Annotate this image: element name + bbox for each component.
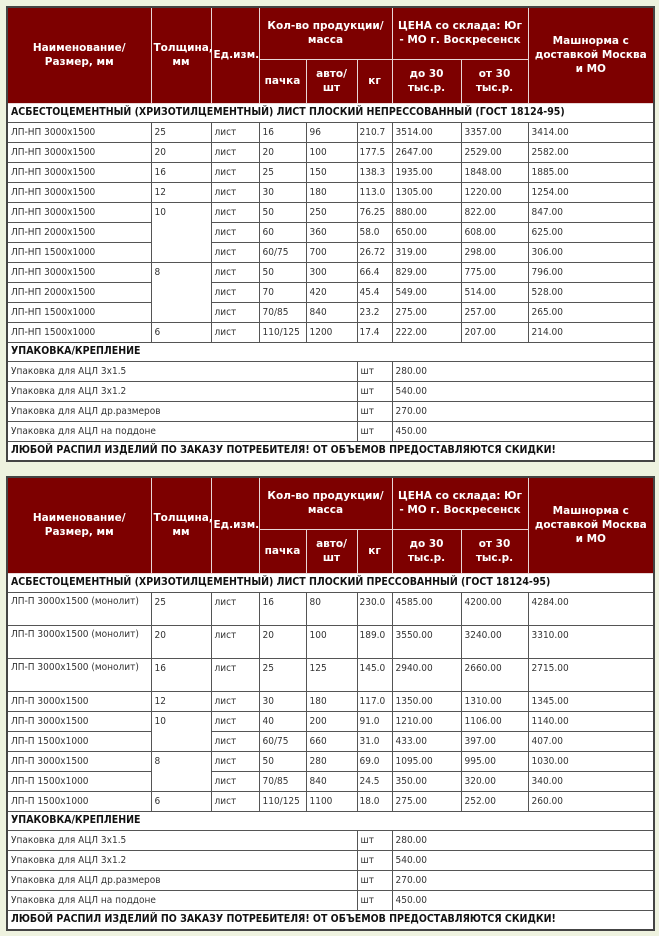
cell-name: ЛП-П 3000x1500 (монолит) <box>7 658 151 691</box>
cell-auto: 250 <box>306 202 357 222</box>
col-header-pack: пачка <box>259 529 306 573</box>
cell-price-under-30: 549.00 <box>392 282 461 302</box>
cell-delivery: 2715.00 <box>528 658 654 691</box>
cell-unit: лист <box>211 262 259 282</box>
cell-delivery: 1254.00 <box>528 182 654 202</box>
cell-auto: 125 <box>306 658 357 691</box>
packaging-name: Упаковка для АЦЛ др.размеров <box>7 401 357 421</box>
cell-price-under-30: 275.00 <box>392 791 461 811</box>
cell-kg: 177.5 <box>357 142 392 162</box>
cell-name: ЛП-НП 1500x1000 <box>7 242 151 262</box>
col-header-name: Наименование/Размер, мм <box>7 7 151 103</box>
col-header-kg: кг <box>357 529 392 573</box>
cell-price-over-30: 252.00 <box>461 791 528 811</box>
cell-kg: 17.4 <box>357 322 392 342</box>
cell-kg: 66.4 <box>357 262 392 282</box>
cell-auto: 100 <box>306 625 357 658</box>
cell-pack: 70/85 <box>259 771 306 791</box>
cell-price-under-30: 275.00 <box>392 302 461 322</box>
cell-unit: лист <box>211 202 259 222</box>
cell-price-over-30: 207.00 <box>461 322 528 342</box>
packaging-row <box>7 381 654 401</box>
cell-pack: 50 <box>259 202 306 222</box>
packaging-unit: шт <box>357 361 392 381</box>
col-header-price-under-30: до 30 тыс.р. <box>392 529 461 573</box>
packaging-unit: шт <box>357 890 392 910</box>
packaging-unit: шт <box>357 850 392 870</box>
packaging-price: 540.00 <box>392 850 654 870</box>
section-title: АСБЕСТОЦЕМЕНТНЫЙ (ХРИЗОТИЛЦЕМЕНТНЫЙ) ЛИСТ ПЛОСКИЙ НЕПРЕССОВАННЫЙ (ГОСТ 18124-95) <box>7 103 654 122</box>
cell-thickness: 6 <box>151 322 211 342</box>
cell-kg: 230.0 <box>357 592 392 625</box>
cell-price-over-30: 775.00 <box>461 262 528 282</box>
packaging-name: Упаковка для АЦЛ на поддоне <box>7 890 357 910</box>
packaging-price: 450.00 <box>392 421 654 441</box>
cell-price-over-30: 2660.00 <box>461 658 528 691</box>
cell-price-over-30: 3357.00 <box>461 122 528 142</box>
cell-name: ЛП-НП 2000x1500 <box>7 222 151 242</box>
packaging-price: 450.00 <box>392 890 654 910</box>
table-row <box>7 322 654 342</box>
cell-price-over-30: 1220.00 <box>461 182 528 202</box>
table-row <box>7 751 654 771</box>
cell-price-under-30: 222.00 <box>392 322 461 342</box>
col-header-price-group: ЦЕНА со склада: Юг - МО г. Воскресенск <box>392 7 528 59</box>
table-row <box>7 711 654 731</box>
cell-price-over-30: 1848.00 <box>461 162 528 182</box>
table-row <box>7 592 654 625</box>
cell-pack: 110/125 <box>259 791 306 811</box>
table-row <box>7 222 654 242</box>
cell-price-under-30: 3550.00 <box>392 625 461 658</box>
cell-name: ЛП-НП 3000x1500 <box>7 162 151 182</box>
cell-name: ЛП-П 3000x1500 (монолит) <box>7 625 151 658</box>
packaging-name: Упаковка для АЦЛ 3x1.5 <box>7 830 357 850</box>
cell-pack: 16 <box>259 122 306 142</box>
cell-auto: 840 <box>306 771 357 791</box>
cell-auto: 660 <box>306 731 357 751</box>
cell-kg: 138.3 <box>357 162 392 182</box>
cell-unit: лист <box>211 791 259 811</box>
cell-auto: 1200 <box>306 322 357 342</box>
col-header-quantity-group: Кол-во продукции/масса <box>259 7 392 59</box>
col-header-auto: авто/шт <box>306 59 357 103</box>
footer-note: ЛЮБОЙ РАСПИЛ ИЗДЕЛИЙ ПО ЗАКАЗУ ПОТРЕБИТЕЛЯ! ОТ ОБЪЕМОВ ПРЕДОСТАВЛЯЮТСЯ СКИДКИ! <box>7 910 654 930</box>
cell-thickness: 10 <box>151 711 211 751</box>
cell-thickness: 20 <box>151 625 211 658</box>
cell-thickness: 25 <box>151 592 211 625</box>
cell-delivery: 1345.00 <box>528 691 654 711</box>
table-row <box>7 771 654 791</box>
cell-name: ЛП-НП 1500x1000 <box>7 302 151 322</box>
cell-kg: 145.0 <box>357 658 392 691</box>
cell-auto: 96 <box>306 122 357 142</box>
cell-unit: лист <box>211 282 259 302</box>
cell-auto: 150 <box>306 162 357 182</box>
col-header-price-over-30: от 30 тыс.р. <box>461 59 528 103</box>
cell-kg: 76.25 <box>357 202 392 222</box>
cell-auto: 180 <box>306 182 357 202</box>
cell-kg: 18.0 <box>357 791 392 811</box>
cell-kg: 31.0 <box>357 731 392 751</box>
table-row <box>7 242 654 262</box>
cell-auto: 280 <box>306 751 357 771</box>
price-table <box>6 6 655 462</box>
packaging-unit: шт <box>357 870 392 890</box>
cell-unit: лист <box>211 222 259 242</box>
cell-thickness: 16 <box>151 658 211 691</box>
packaging-name: Упаковка для АЦЛ 3x1.2 <box>7 381 357 401</box>
cell-delivery: 625.00 <box>528 222 654 242</box>
cell-unit: лист <box>211 182 259 202</box>
col-header-auto: авто/шт <box>306 529 357 573</box>
packaging-name: Упаковка для АЦЛ др.размеров <box>7 870 357 890</box>
cell-name: ЛП-НП 3000x1500 <box>7 142 151 162</box>
cell-price-over-30: 3240.00 <box>461 625 528 658</box>
cell-price-over-30: 397.00 <box>461 731 528 751</box>
packaging-unit: шт <box>357 381 392 401</box>
cell-delivery: 1140.00 <box>528 711 654 731</box>
cell-delivery: 528.00 <box>528 282 654 302</box>
cell-price-under-30: 350.00 <box>392 771 461 791</box>
cell-pack: 25 <box>259 658 306 691</box>
cell-unit: лист <box>211 691 259 711</box>
cell-pack: 70/85 <box>259 302 306 322</box>
packaging-price: 270.00 <box>392 401 654 421</box>
cell-price-over-30: 1310.00 <box>461 691 528 711</box>
cell-auto: 300 <box>306 262 357 282</box>
packaging-section-title: УПАКОВКА/КРЕПЛЕНИЕ <box>7 342 654 361</box>
cell-price-over-30: 514.00 <box>461 282 528 302</box>
packaging-row <box>7 361 654 381</box>
col-header-thickness: Толщина, мм <box>151 7 211 103</box>
cell-delivery: 4284.00 <box>528 592 654 625</box>
cell-thickness: 6 <box>151 791 211 811</box>
cell-name: ЛП-НП 3000x1500 <box>7 182 151 202</box>
cell-unit: лист <box>211 625 259 658</box>
cell-pack: 60/75 <box>259 731 306 751</box>
footer-note: ЛЮБОЙ РАСПИЛ ИЗДЕЛИЙ ПО ЗАКАЗУ ПОТРЕБИТЕЛЯ! ОТ ОБЪЕМОВ ПРЕДОСТАВЛЯЮТСЯ СКИДКИ! <box>7 441 654 461</box>
col-header-price-group: ЦЕНА со склада: Юг - МО г. Воскресенск <box>392 477 528 529</box>
cell-delivery: 2582.00 <box>528 142 654 162</box>
col-header-delivery: Машнорма с доставкой Москва и МО <box>528 7 654 103</box>
cell-pack: 20 <box>259 142 306 162</box>
cell-delivery: 847.00 <box>528 202 654 222</box>
col-header-price-under-30: до 30 тыс.р. <box>392 59 461 103</box>
table-header <box>7 477 654 573</box>
price-table-non-pressed <box>6 6 653 462</box>
cell-name: ЛП-НП 3000x1500 <box>7 262 151 282</box>
packaging-price: 280.00 <box>392 830 654 850</box>
cell-pack: 50 <box>259 751 306 771</box>
cell-price-over-30: 995.00 <box>461 751 528 771</box>
cell-price-over-30: 320.00 <box>461 771 528 791</box>
cell-pack: 30 <box>259 182 306 202</box>
cell-unit: лист <box>211 302 259 322</box>
cell-price-under-30: 1350.00 <box>392 691 461 711</box>
packaging-row <box>7 850 654 870</box>
packaging-name: Упаковка для АЦЛ 3x1.2 <box>7 850 357 870</box>
cell-pack: 60 <box>259 222 306 242</box>
cell-auto: 100 <box>306 142 357 162</box>
cell-pack: 110/125 <box>259 322 306 342</box>
cell-name: ЛП-П 3000x1500 <box>7 691 151 711</box>
cell-delivery: 260.00 <box>528 791 654 811</box>
section-title: АСБЕСТОЦЕМЕНТНЫЙ (ХРИЗОТИЛЦЕМЕНТНЫЙ) ЛИСТ ПЛОСКИЙ ПРЕССОВАННЫЙ (ГОСТ 18124-95) <box>7 573 654 592</box>
cell-kg: 210.7 <box>357 122 392 142</box>
table-row <box>7 691 654 711</box>
cell-thickness: 8 <box>151 262 211 322</box>
cell-auto: 180 <box>306 691 357 711</box>
table-row <box>7 122 654 142</box>
col-header-delivery: Машнорма с доставкой Москва и МО <box>528 477 654 573</box>
cell-auto: 80 <box>306 592 357 625</box>
table-header <box>7 7 654 103</box>
cell-kg: 91.0 <box>357 711 392 731</box>
table-row <box>7 202 654 222</box>
cell-delivery: 1030.00 <box>528 751 654 771</box>
packaging-name: Упаковка для АЦЛ 3x1.5 <box>7 361 357 381</box>
packaging-unit: шт <box>357 401 392 421</box>
cell-unit: лист <box>211 122 259 142</box>
cell-price-over-30: 4200.00 <box>461 592 528 625</box>
table-row <box>7 142 654 162</box>
cell-unit: лист <box>211 592 259 625</box>
cell-name: ЛП-НП 3000x1500 <box>7 122 151 142</box>
cell-price-under-30: 880.00 <box>392 202 461 222</box>
cell-price-under-30: 829.00 <box>392 262 461 282</box>
cell-kg: 189.0 <box>357 625 392 658</box>
cell-unit: лист <box>211 771 259 791</box>
cell-price-under-30: 1935.00 <box>392 162 461 182</box>
cell-auto: 700 <box>306 242 357 262</box>
cell-price-over-30: 1106.00 <box>461 711 528 731</box>
cell-kg: 58.0 <box>357 222 392 242</box>
packaging-row <box>7 401 654 421</box>
col-header-pack: пачка <box>259 59 306 103</box>
table-row <box>7 625 654 658</box>
table-row <box>7 302 654 322</box>
cell-auto: 360 <box>306 222 357 242</box>
cell-name: ЛП-НП 3000x1500 <box>7 202 151 222</box>
cell-auto: 200 <box>306 711 357 731</box>
cell-unit: лист <box>211 731 259 751</box>
cell-price-under-30: 319.00 <box>392 242 461 262</box>
packaging-price: 540.00 <box>392 381 654 401</box>
cell-price-under-30: 1210.00 <box>392 711 461 731</box>
cell-price-over-30: 608.00 <box>461 222 528 242</box>
col-header-price-over-30: от 30 тыс.р. <box>461 529 528 573</box>
cell-thickness: 20 <box>151 142 211 162</box>
table-row <box>7 791 654 811</box>
cell-delivery: 1885.00 <box>528 162 654 182</box>
table-row <box>7 182 654 202</box>
cell-delivery: 340.00 <box>528 771 654 791</box>
cell-price-under-30: 433.00 <box>392 731 461 751</box>
cell-name: ЛП-П 1500x1000 <box>7 791 151 811</box>
cell-thickness: 8 <box>151 751 211 791</box>
cell-pack: 30 <box>259 691 306 711</box>
cell-pack: 16 <box>259 592 306 625</box>
cell-unit: лист <box>211 242 259 262</box>
table-row <box>7 162 654 182</box>
packaging-row <box>7 421 654 441</box>
cell-auto: 420 <box>306 282 357 302</box>
col-header-quantity-group: Кол-во продукции/масса <box>259 477 392 529</box>
cell-price-under-30: 1305.00 <box>392 182 461 202</box>
cell-delivery: 407.00 <box>528 731 654 751</box>
cell-thickness: 12 <box>151 691 211 711</box>
table-row <box>7 658 654 691</box>
packaging-price: 270.00 <box>392 870 654 890</box>
cell-kg: 69.0 <box>357 751 392 771</box>
packaging-row <box>7 870 654 890</box>
cell-pack: 60/75 <box>259 242 306 262</box>
cell-pack: 25 <box>259 162 306 182</box>
table-row <box>7 262 654 282</box>
col-header-thickness: Толщина, мм <box>151 477 211 573</box>
cell-kg: 113.0 <box>357 182 392 202</box>
cell-pack: 70 <box>259 282 306 302</box>
cell-unit: лист <box>211 142 259 162</box>
cell-kg: 26.72 <box>357 242 392 262</box>
col-header-unit: Ед.изм. <box>211 477 259 573</box>
cell-price-under-30: 1095.00 <box>392 751 461 771</box>
cell-delivery: 214.00 <box>528 322 654 342</box>
cell-kg: 23.2 <box>357 302 392 322</box>
col-header-name: Наименование/Размер, мм <box>7 477 151 573</box>
packaging-unit: шт <box>357 830 392 850</box>
cell-delivery: 3414.00 <box>528 122 654 142</box>
cell-name: ЛП-НП 2000x1500 <box>7 282 151 302</box>
cell-delivery: 3310.00 <box>528 625 654 658</box>
cell-kg: 45.4 <box>357 282 392 302</box>
cell-unit: лист <box>211 162 259 182</box>
packaging-price: 280.00 <box>392 361 654 381</box>
cell-price-over-30: 2529.00 <box>461 142 528 162</box>
cell-thickness: 16 <box>151 162 211 182</box>
cell-thickness: 25 <box>151 122 211 142</box>
cell-name: ЛП-П 3000x1500 <box>7 751 151 771</box>
cell-unit: лист <box>211 658 259 691</box>
price-table <box>6 476 655 931</box>
col-header-unit: Ед.изм. <box>211 7 259 103</box>
packaging-section-title: УПАКОВКА/КРЕПЛЕНИЕ <box>7 811 654 830</box>
price-table-pressed <box>6 476 653 931</box>
cell-delivery: 265.00 <box>528 302 654 322</box>
cell-price-over-30: 822.00 <box>461 202 528 222</box>
cell-price-under-30: 2940.00 <box>392 658 461 691</box>
cell-price-under-30: 3514.00 <box>392 122 461 142</box>
cell-auto: 840 <box>306 302 357 322</box>
table-row <box>7 731 654 751</box>
cell-thickness: 12 <box>151 182 211 202</box>
cell-delivery: 796.00 <box>528 262 654 282</box>
packaging-row <box>7 830 654 850</box>
cell-delivery: 306.00 <box>528 242 654 262</box>
cell-unit: лист <box>211 711 259 731</box>
cell-kg: 117.0 <box>357 691 392 711</box>
packaging-name: Упаковка для АЦЛ на поддоне <box>7 421 357 441</box>
cell-unit: лист <box>211 322 259 342</box>
cell-kg: 24.5 <box>357 771 392 791</box>
cell-name: ЛП-П 1500x1000 <box>7 731 151 751</box>
cell-name: ЛП-П 1500x1000 <box>7 771 151 791</box>
cell-pack: 40 <box>259 711 306 731</box>
cell-name: ЛП-П 3000x1500 <box>7 711 151 731</box>
cell-thickness: 10 <box>151 202 211 262</box>
cell-pack: 20 <box>259 625 306 658</box>
cell-unit: лист <box>211 751 259 771</box>
cell-name: ЛП-НП 1500x1000 <box>7 322 151 342</box>
packaging-unit: шт <box>357 421 392 441</box>
table-row <box>7 282 654 302</box>
cell-price-under-30: 2647.00 <box>392 142 461 162</box>
cell-price-over-30: 257.00 <box>461 302 528 322</box>
col-header-kg: кг <box>357 59 392 103</box>
cell-pack: 50 <box>259 262 306 282</box>
cell-auto: 1100 <box>306 791 357 811</box>
cell-price-under-30: 4585.00 <box>392 592 461 625</box>
cell-price-under-30: 650.00 <box>392 222 461 242</box>
packaging-row <box>7 890 654 910</box>
cell-price-over-30: 298.00 <box>461 242 528 262</box>
cell-name: ЛП-П 3000x1500 (монолит) <box>7 592 151 625</box>
